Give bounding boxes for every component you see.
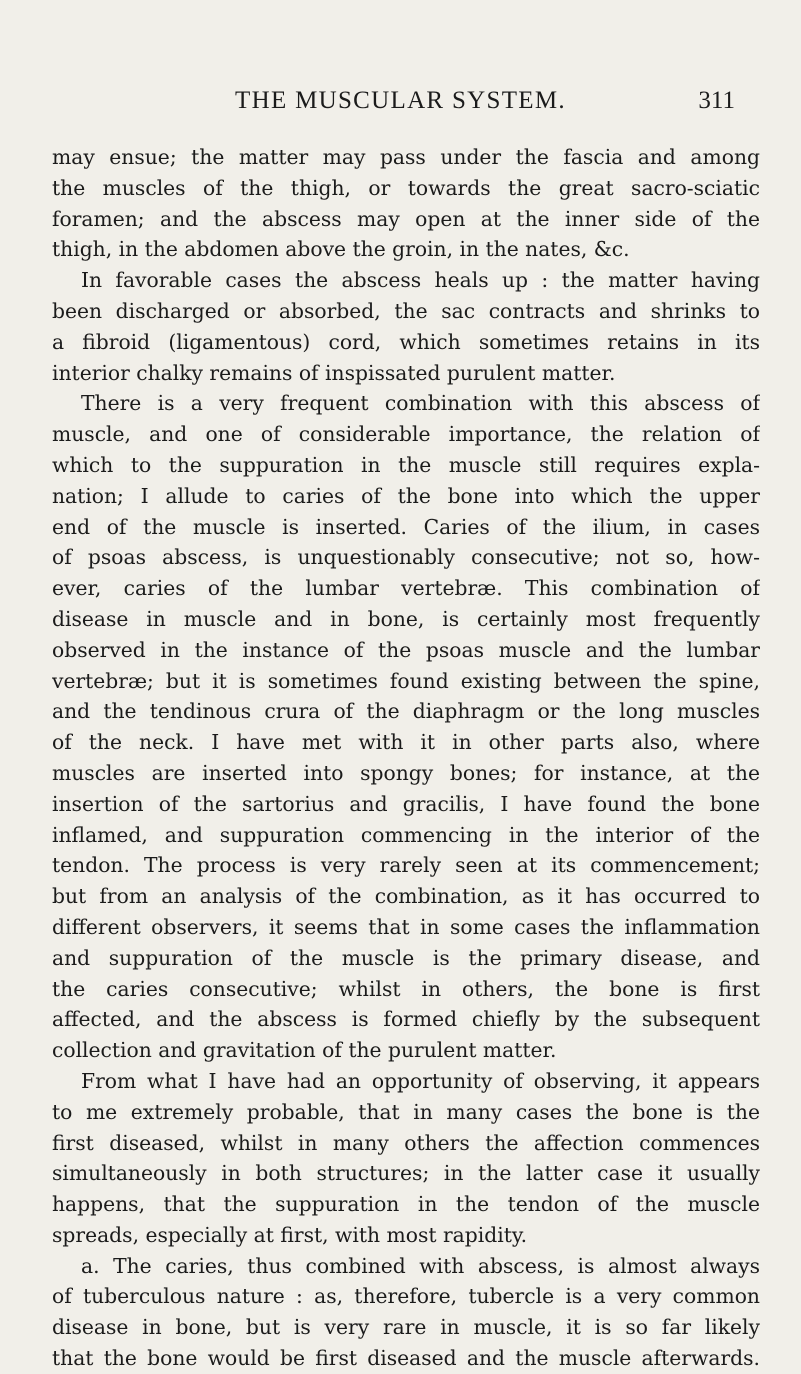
text-line: affected, and the abscess is formed chiefly by the subsequent [52, 1007, 760, 1032]
text-line: been discharged or absorbed, the sac contracts and shrinks to [52, 298, 760, 323]
text-line: to me extremely probable, that in many cases the bone is the [52, 1099, 760, 1124]
page-number: 311 [698, 87, 735, 114]
text-line: different observers, it seems that in some cases the inflammation [52, 914, 760, 939]
text-line: ever, caries of the lumbar vertebræ. This combination of [52, 576, 760, 601]
text-line: inflamed, and suppuration commencing in the interior of the [52, 822, 760, 847]
text-line: which to the suppuration in the muscle still requires expla- [52, 452, 760, 477]
text-line: vertebræ; but it is sometimes found existing between the spine, [52, 668, 760, 693]
text-line: In favorable cases the abscess heals up : the matter having [81, 268, 760, 293]
text-line: observed in the instance of the psoas muscle and the lumbar [52, 637, 760, 662]
text-line: disease in muscle and in bone, is certainly most frequently [52, 606, 760, 631]
text-line: muscles are inserted into spongy bones; for instance, at the [52, 760, 760, 785]
text-line: the caries consecutive; whilst in others, the bone is first [52, 976, 760, 1001]
running-head [48, 84, 753, 118]
text-line: simultaneously in both structures; in the latter case it usually [52, 1161, 760, 1186]
text-line: a. The caries, thus combined with abscess, is almost always [81, 1253, 760, 1278]
text-line: insertion of the sartorius and gracilis, I have found the bone [52, 791, 760, 816]
text-line: of psoas abscess, is unquestionably consecutive; not so, how- [52, 545, 760, 570]
text-line: end of the muscle is inserted. Caries of the ilium, in cases [52, 514, 760, 539]
text-line: nation; I allude to caries of the bone into which the upper [52, 483, 760, 508]
text-line: of tuberculous nature : as, therefore, tubercle is a very common [52, 1284, 760, 1309]
text-line: the muscles of the thigh, or towards the great sacro-sciatic [52, 175, 760, 200]
text-line: but from an analysis of the combination, as it has occurred to [52, 884, 760, 909]
text-line: foramen; and the abscess may open at the inner side of the [52, 206, 760, 231]
text-line: collection and gravitation of the purulent matter. [52, 1038, 557, 1063]
text-line: interior chalky remains of inspissated purulent matter. [52, 360, 616, 385]
text-line: and suppuration of the muscle is the primary disease, and [52, 945, 760, 970]
text-line: disease in bone, but is very rare in muscle, it is so far likely [52, 1315, 760, 1340]
text-line: of the neck. I have met with it in other parts also, where [52, 730, 760, 755]
running-title: THE MUSCULAR SYSTEM. [235, 87, 566, 114]
text-line: tendon. The process is very rarely seen at its commencement; [52, 853, 760, 878]
text-line: muscle, and one of considerable importance, the relation of [52, 422, 760, 447]
text-line: happens, that the suppuration in the tendon of the muscle [52, 1192, 760, 1217]
text-line: From what I have had an opportunity of observing, it appears [81, 1068, 760, 1093]
text-line: and the tendinous crura of the diaphragm or the long muscles [52, 699, 760, 724]
body-text [52, 142, 760, 1374]
text-line: that the bone would be first diseased and the muscle afterwards. [52, 1346, 760, 1371]
text-line: There is a very frequent combination with this abscess of [81, 391, 760, 416]
text-line: a fibroid (ligamentous) cord, which sometimes retains in its [52, 329, 760, 354]
text-line: may ensue; the matter may pass under the fascia and among [52, 145, 760, 169]
text-line: first diseased, whilst in many others the affection commences [52, 1130, 760, 1155]
text-line: thigh, in the abdomen above the groin, in the nates, &c. [52, 237, 630, 262]
text-line: spreads, especially at first, with most rapidity. [52, 1222, 528, 1247]
